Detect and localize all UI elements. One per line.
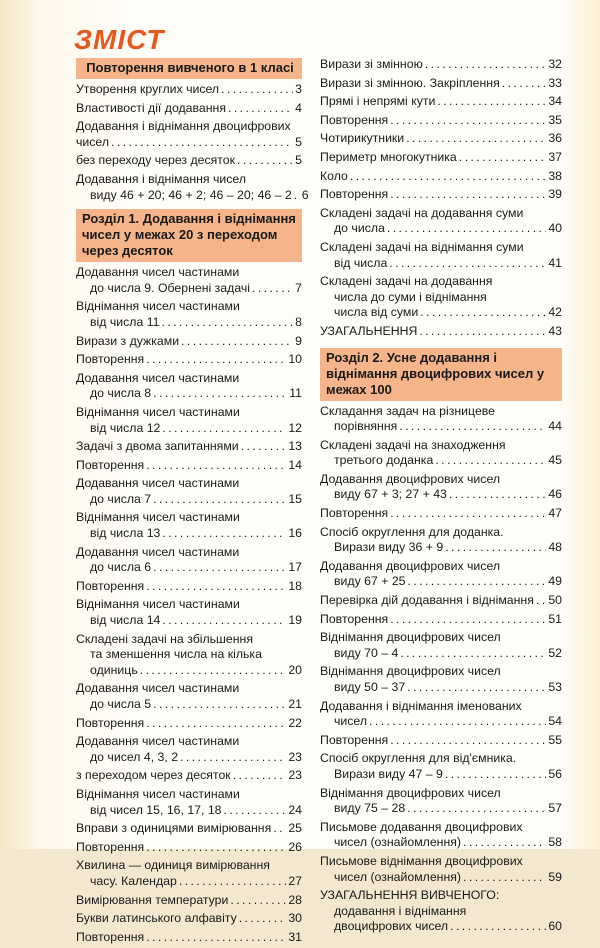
toc-entry[interactable]: Додавання чисел частинами до числа 5 . . . 21 [76, 681, 302, 712]
toc-entry[interactable]: Утворення круглих чисел . . . 3 [76, 82, 302, 98]
toc-entry[interactable]: Повторення . . . 26 [76, 840, 302, 856]
toc-entry[interactable]: Повторення . . . 14 [76, 458, 302, 474]
toc-entry[interactable]: Спосіб округлення для доданка. Вирази виду 36 + 9 . . . 48 [320, 525, 562, 556]
toc-entry[interactable]: Складені задачі на збільшення та зменшення числа на кілька одиниць . . . 20 [76, 632, 302, 679]
toc-entry[interactable]: Віднімання чисел частинами від числа 11 . . . 8 [76, 299, 302, 330]
toc-entry[interactable]: Вправи з одиницями вимірювання . . . 25 [76, 821, 302, 837]
toc-entry[interactable]: Коло . . . 38 [320, 169, 562, 185]
toc-entry[interactable]: Вирази з дужками . . . 9 [76, 334, 302, 350]
toc-entry[interactable]: Повторення . . . 18 [76, 579, 302, 595]
toc-entry[interactable]: Додавання і віднімання двоцифрових чисел . . . 5 [76, 119, 302, 150]
toc-entry[interactable]: Додавання і віднімання іменованих чисел . . . 54 [320, 699, 562, 730]
toc-entry[interactable]: Додавання чисел частинами до числа 6 . . . 17 [76, 545, 302, 576]
toc-entry[interactable]: Вирази зі змінною. Закріплення . . . 33 [320, 76, 562, 92]
toc-entry[interactable]: Додавання чисел частинами до чисел 4, 3, 2 . . . 23 [76, 734, 302, 765]
toc-entry[interactable]: Прямі і непрямі кути . . . 34 [320, 94, 562, 110]
toc-entry[interactable]: Повторення . . . 35 [320, 113, 562, 129]
toc-entry[interactable]: Складені задачі на знаходження третього доданка . . . 45 [320, 438, 562, 469]
toc-entry[interactable]: Віднімання двоцифрових чисел виду 75 – 28 . . . 57 [320, 786, 562, 817]
toc-entry[interactable]: Чотирикутники . . . 36 [320, 131, 562, 147]
page-title: ЗМІСТ [74, 24, 165, 55]
toc-entry[interactable]: Повторення . . . 39 [320, 187, 562, 203]
toc-entry[interactable]: Властивості дії додавання . . . 4 [76, 101, 302, 117]
toc-entry[interactable]: Віднімання двоцифрових чисел виду 70 – 4 . . . 52 [320, 630, 562, 661]
section-heading: Розділ 1. Додавання і віднімання чисел у межах 20 з переходом через десяток [76, 209, 302, 262]
toc-entry[interactable]: Письмове додавання двоцифрових чисел (ознайомлення) . . . 58 [320, 820, 562, 851]
toc-entry[interactable]: Повторення . . . 47 [320, 506, 562, 522]
toc-entry[interactable]: Вимірювання температури . . . 28 [76, 893, 302, 909]
toc-entry[interactable]: Спосіб округлення для від'ємника. Вирази виду 47 – 9 . . . 56 [320, 751, 562, 782]
toc-right-column [320, 57, 562, 938]
toc-entry[interactable]: Повторення . . . 22 [76, 716, 302, 732]
toc-entry[interactable]: Віднімання двоцифрових чисел виду 50 – 37 . . . 53 [320, 664, 562, 695]
toc-entry[interactable]: Віднімання чисел частинами від числа 14 . . . 19 [76, 597, 302, 628]
toc-entry[interactable]: без переходу через десяток . . . 5 [76, 153, 302, 169]
toc-entry[interactable]: Додавання чисел частинами до числа 9. Обернені задачі . . . 7 [76, 265, 302, 296]
toc-entry[interactable]: з переходом через десяток . . . 23 [76, 768, 302, 784]
toc-entry[interactable]: Периметр многокутника . . . 37 [320, 150, 562, 166]
toc-entry[interactable]: Перевірка дій додавання і віднімання . . . 50 [320, 593, 562, 609]
toc-entry[interactable]: Складені задачі на додавання числа до суми і віднімання числа від суми . . . 42 [320, 274, 562, 321]
toc-left-column [76, 57, 309, 948]
toc-entry[interactable]: УЗАГАЛЬНЕННЯ . . . 43 [320, 324, 562, 340]
toc-entry[interactable]: Повторення . . . 51 [320, 612, 562, 628]
section-heading: Розділ 2. Усне додавання і віднімання двоцифрових чисел у межах 100 [320, 348, 562, 401]
toc-entry[interactable]: Складені задачі на додавання суми до числа . . . 40 [320, 206, 562, 237]
toc-entry[interactable]: Додавання двоцифрових чисел виду 67 + 3; 27 + 43 . . . 46 [320, 472, 562, 503]
toc-entry[interactable]: Віднімання чисел частинами від чисел 15, 16, 17, 18 . . . 24 [76, 787, 302, 818]
section-heading: Повторення вивченого в 1 класі [76, 58, 302, 79]
toc-entry[interactable]: Хвилина — одиниця вимірювання часу. Календар . . . 27 [76, 858, 302, 889]
toc-entry[interactable]: Вирази зі змінною . . . 32 [320, 57, 562, 73]
toc-entry[interactable]: Додавання і віднімання чисел виду 46 + 20; 46 + 2; 46 – 20; 46 – 2 . . . 6 [76, 172, 302, 203]
toc-entry[interactable]: Складені задачі на віднімання суми від числа . . . 41 [320, 240, 562, 271]
toc-entry[interactable]: УЗАГАЛЬНЕННЯ ВИВЧЕНОГО: додавання і віднімання двоцифрових чисел . . . 60 [320, 888, 562, 935]
toc-entry[interactable]: Додавання двоцифрових чисел виду 67 + 25 . . . 49 [320, 559, 562, 590]
toc-entry[interactable]: Букви латинського алфавіту . . . 30 [76, 911, 302, 927]
toc-entry[interactable]: Повторення . . . 10 [76, 352, 302, 368]
toc-entry[interactable]: Складання задач на різницеве порівняння . . . 44 [320, 404, 562, 435]
toc-entry[interactable]: Додавання чисел частинами до числа 7 . . . 15 [76, 476, 302, 507]
toc-entry[interactable]: Письмове віднімання двоцифрових чисел (ознайомлення) . . . 59 [320, 854, 562, 885]
toc-entry[interactable]: Задачі з двома запитаннями . . . 13 [76, 439, 302, 455]
toc-entry[interactable]: Повторення . . . 55 [320, 733, 562, 749]
toc-entry[interactable]: Віднімання чисел частинами від числа 12 . . . 12 [76, 405, 302, 436]
toc-entry[interactable]: Віднімання чисел частинами від числа 13 . . . 16 [76, 510, 302, 541]
toc-entry[interactable]: Додавання чисел частинами до числа 8 . . . 11 [76, 371, 302, 402]
toc-entry[interactable]: Повторення . . . 31 [76, 930, 302, 946]
